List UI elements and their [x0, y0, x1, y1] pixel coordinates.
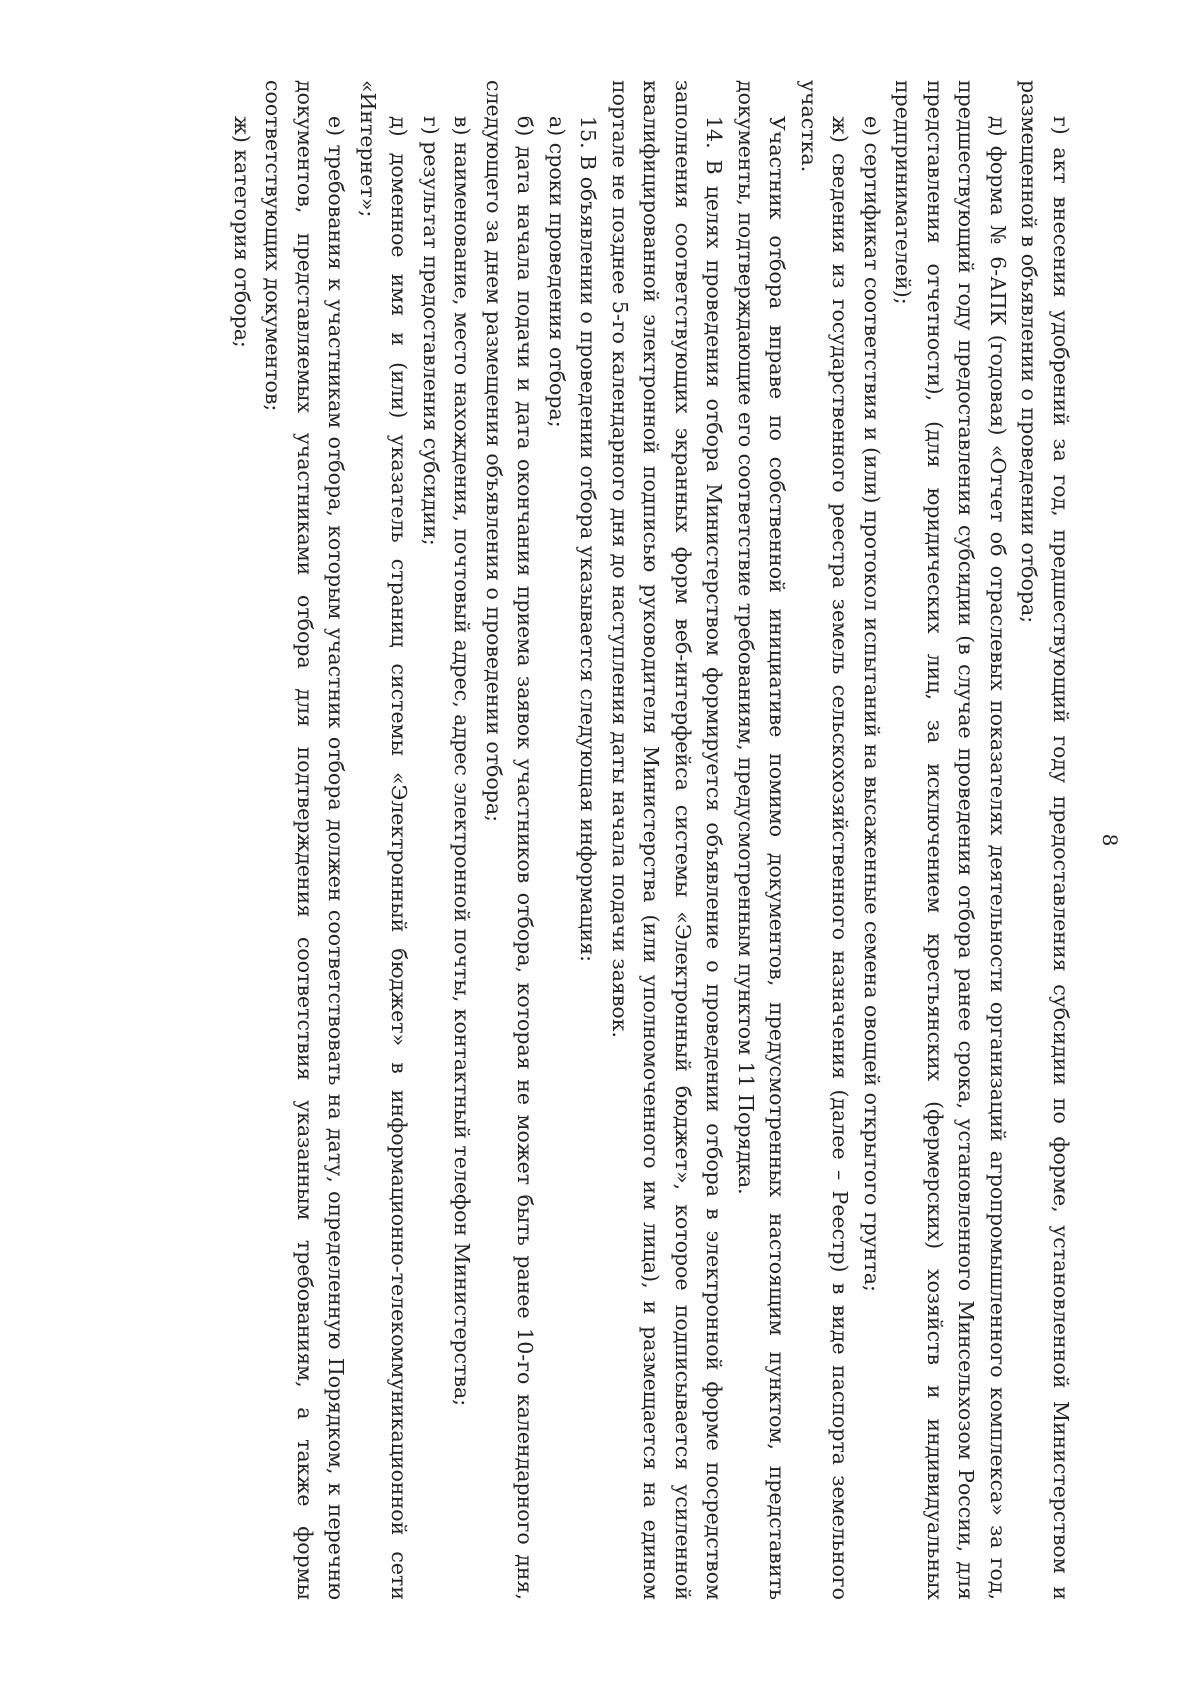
paragraph-d-form-6-apk: д) форма № 6-АПК (годовая) «Отчет об отраслевых показателях деятельности организаций агропромышленного комплекса» за год, предшествующий году предоставления субсидии (в случае проведения отбора ранее срока, установленного Минсельхозом России, для представления отчетности), (для юридических лиц, за исключением крестьянских (фермерских) хозяйств и индивидуальных предпринимателей);: [891, 80, 1010, 1600]
paragraph-participant-initiative: Участник отбора вправе по собственной инициативе помимо документов, предусмотренных настоящим пунктом, представить документы, подтверждающие его соответствие требованиям, предусмотренным пунктом 11 Порядка.: [734, 80, 790, 1600]
page-number: 8: [1098, 833, 1122, 847]
paragraph-15-d: д) доменное имя и (или) указатель страниц системы «Электронный бюджет» в информационно-телекоммуникационной сети «Интернет»;: [356, 80, 412, 1600]
paragraph-15-zh: ж) категория отбора;: [230, 116, 254, 348]
paragraph-15: 15. В объявлении о проведении отбора указывается следующая информация:: [576, 116, 601, 963]
rotated-text-block: [170, 80, 1130, 1600]
paragraph-15-e: е) требования к участникам отбора, которым участник отбора должен соответствовать на дату, определенную Порядком, к перечню документов, представляемых участниками отбора для подтверждения соответствия указанным требованиям, а также формы соответствующих документов;: [261, 80, 349, 1600]
paragraph-15-b: б) дата начала подачи и дата окончания приема заявок участников отбора, которая не может быть ранее 10-го календарного дня, следующего за днем размещения объявления о проведении отбора;: [482, 80, 538, 1600]
paragraph-zh-registry: ж) сведения из государственного реестра земель сельскохозяйственного назначения (далее – Реестр) в виде паспорта земельного участка.: [797, 80, 853, 1600]
paragraph-e-certificate: е) сертификат соответствия и (или) протокол испытаний на высаженные семена овощей открытого грунта;: [860, 116, 884, 1292]
paragraph-14: 14. В целях проведения отбора Министерством формируется объявление о проведении отбора в электронной форме посредством заполнения соответствующих экранных форм веб-интерфейса системы «Электронный бюджет», которое подписывается усиленной квалифицированной электронной подписью руководителя Министерства (или уполномоченного им лица), и размещается на едином портале не позднее 5-го календарного дня до наступления даты начала подачи заявок.: [608, 80, 727, 1600]
paragraph-g-act: г) акт внесения удобрений за год, предшествующий году предоставления субсидии по форме, установленной Министерством и размещенной в объявлении о проведении отбора;: [1017, 80, 1073, 1600]
scan-watermark: [28, 1560, 46, 1670]
paragraph-15-v: в) наименование, место нахождения, почтовый адрес, адрес электронной почты, контактный телефон Министерства;: [450, 116, 475, 1407]
paragraph-15-g: г) результат предоставления субсидии;: [419, 116, 443, 546]
paragraph-15-a: а) сроки проведения отбора;: [545, 116, 569, 428]
